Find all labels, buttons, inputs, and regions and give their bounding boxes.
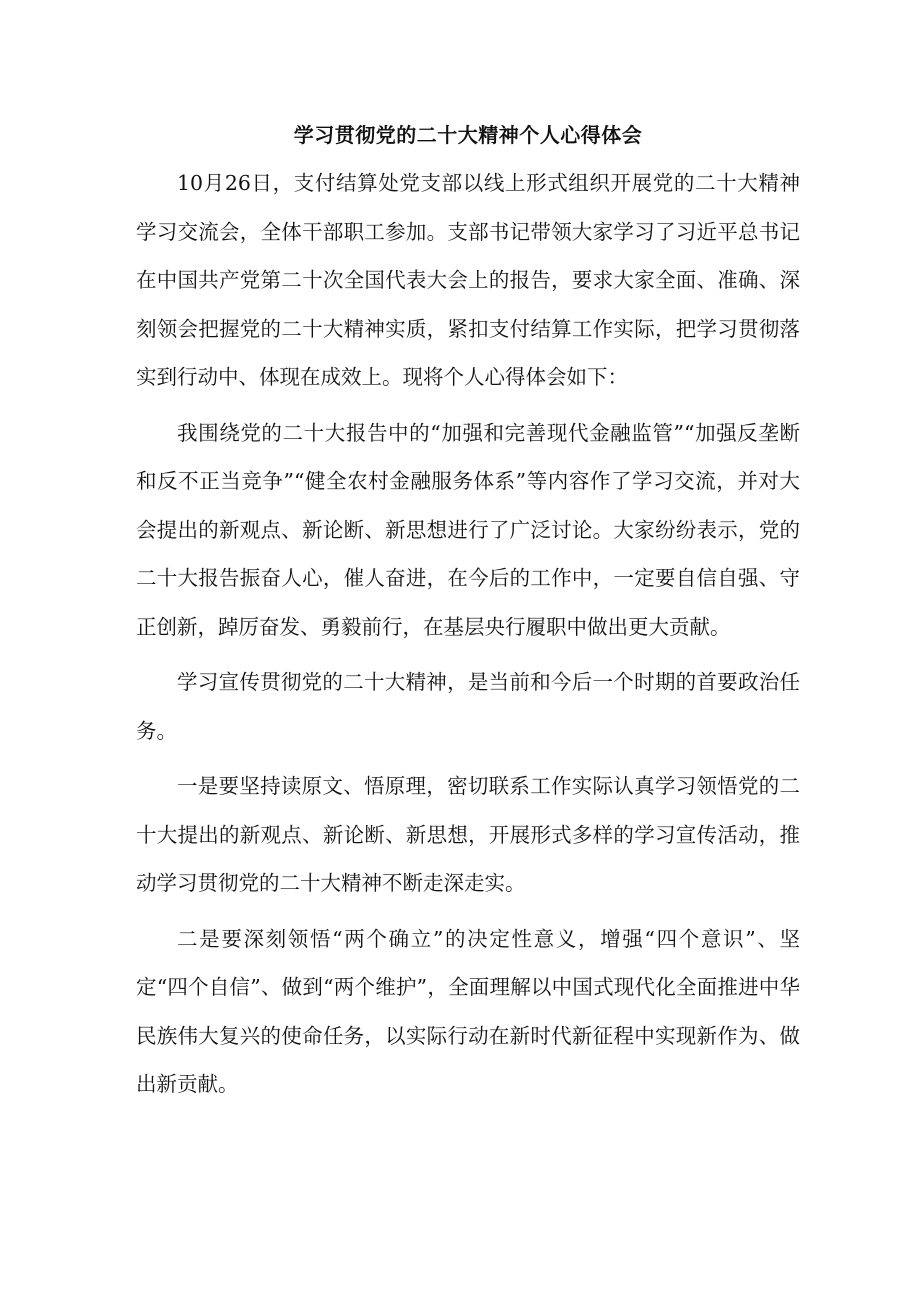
paragraph-discussion: 我围绕党的二十大报告中的“加强和完善现代金融监管”“加强反垄断和反不正当竞争”“健全农村金融服务体系”等内容作了学习交流，并对大会提出的新观点、新论断、新思想进行了广泛讨论。大家纷纷表示，党的二十大报告振奋人心，催人奋进，在今后的工作中，一定要自信自强、守正创新，踔厉奋发、勇毅前行，在基层央行履职中做出更大贡献。 [136, 420, 800, 639]
paragraph-point-two: 二是要深刻领悟“两个确立”的决定性意义，增强“四个意识”、坚定“四个自信”、做到“两个维护”，全面理解以中国式现代化全面推进中华民族伟大复兴的使命任务，以实际行动在新时代新征程中实现新作为、做出新贡献。 [136, 926, 800, 1096]
document-body [136, 118, 800, 1109]
paragraph-priority: 学习宣传贯彻党的二十大精神，是当前和今后一个时期的首要政治任务。 [136, 670, 800, 743]
paragraph-point-one: 一是要坚持读原文、悟原理，密切联系工作实际认真学习领悟党的二十大提出的新观点、新论断、新思想，开展形式多样的学习宣传活动，推动学习贯彻党的二十大精神不断走深走实。 [136, 774, 800, 895]
document-title: 学习贯彻党的二十大精神个人心得体会 [293, 123, 643, 147]
paragraph-intro: 10月26日，支付结算处党支部以线上形式组织开展党的二十大精神学习交流会，全体干部职工参加。支部书记带领大家学习了习近平总书记在中国共产党第二十次全国代表大会上的报告，要求大家全面、准确、深刻领会把握党的二十大精神实质，紧扣支付结算工作实际，把学习贯彻落实到行动中、体现在成效上。现将个人心得体会如下： [136, 171, 800, 389]
